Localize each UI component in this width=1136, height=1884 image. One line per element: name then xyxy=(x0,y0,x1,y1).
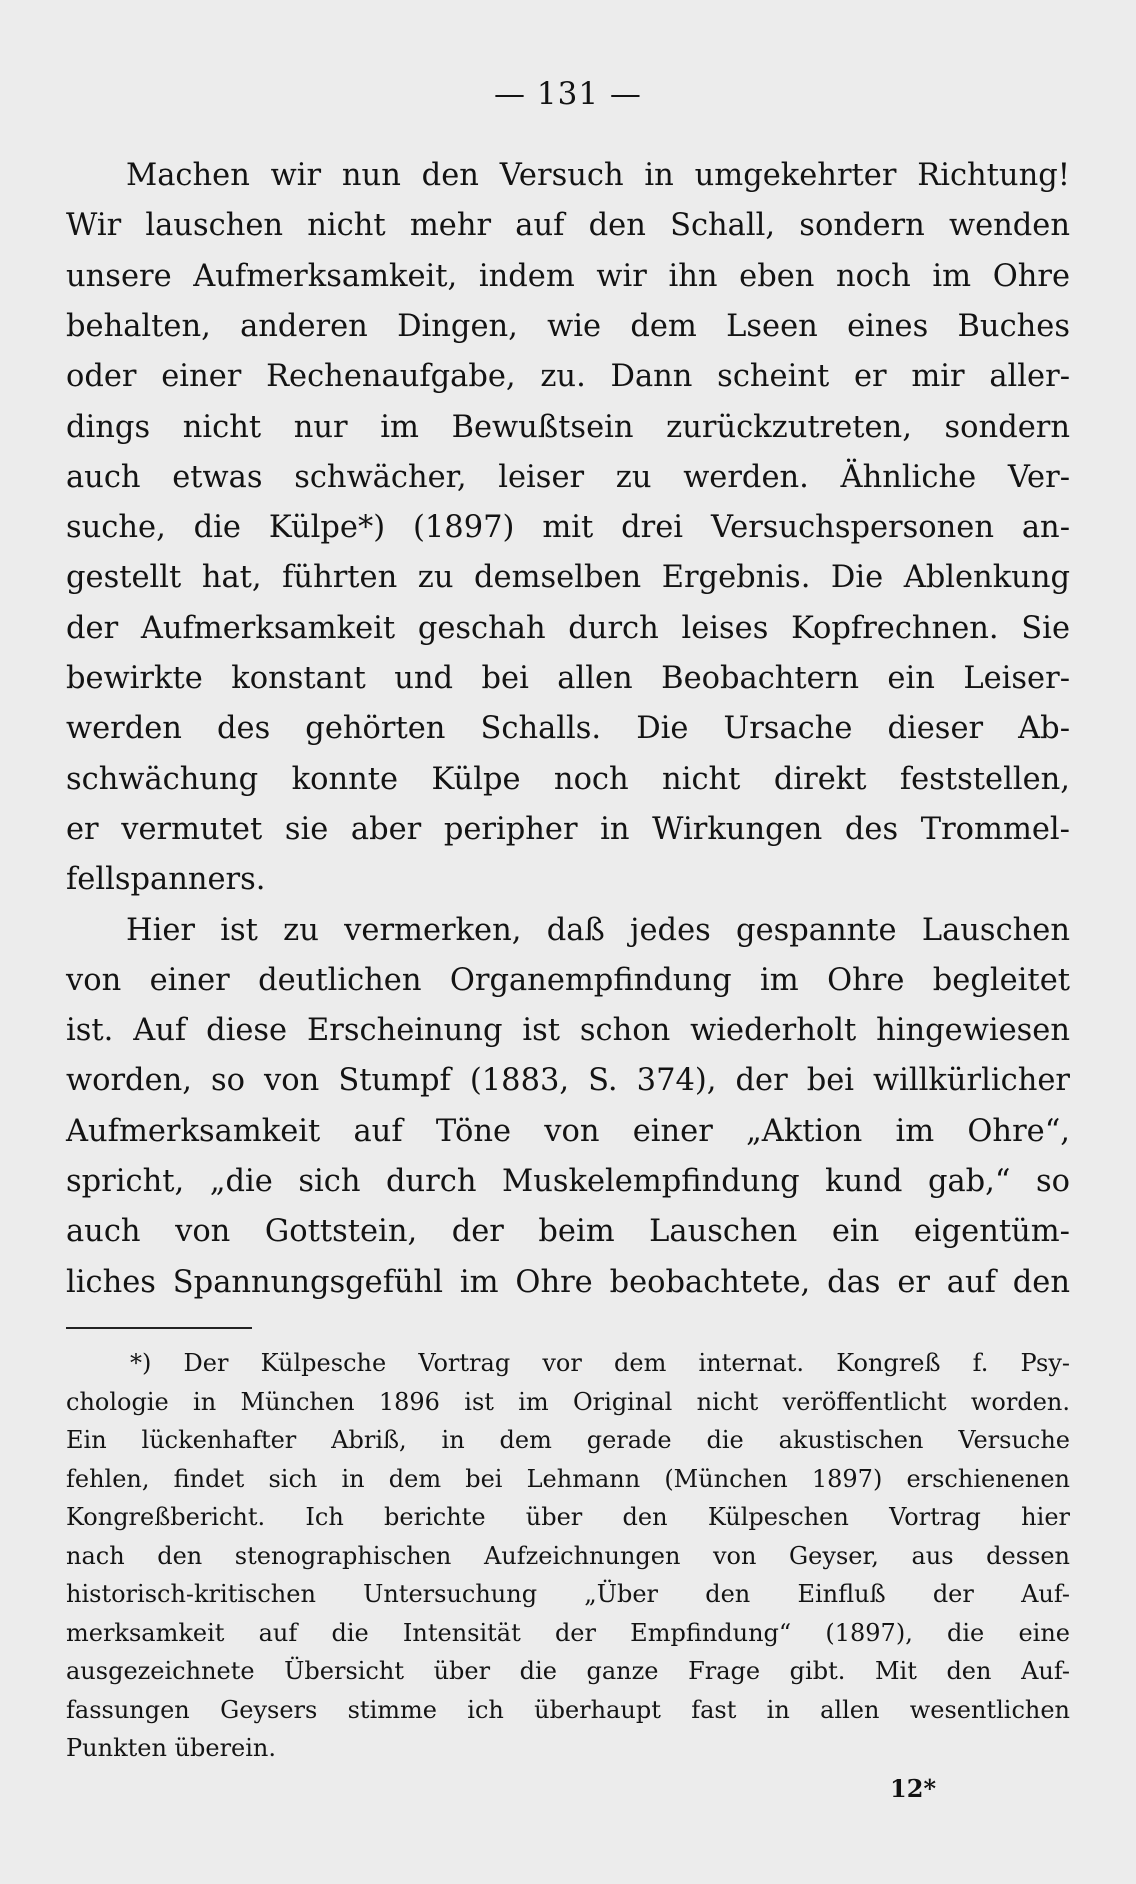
text-line: Hier ist zu vermerken, daß jedes gespannte Lauschen xyxy=(126,912,1070,948)
footnote-line: *) Der Külpesche Vortrag vor dem internat. Kongreß f. Psy- xyxy=(130,1349,1070,1377)
text-line: auch von Gottstein, der beim Lauschen ein eigentüm- xyxy=(66,1214,1070,1250)
text-line: Machen wir nun den Versuch in umgekehrter Richtung! xyxy=(126,158,1070,193)
text-line: suche, die Külpe*) (1897) mit drei Versuchspersonen an- xyxy=(66,510,1070,546)
text-line: Aufmerksamkeit auf Töne von einer „Aktion im Ohre“, xyxy=(66,1113,1070,1149)
text-line: werden des gehörten Schalls. Die Ursache dieser Ab- xyxy=(66,711,1070,747)
text-line: von einer deutlichen Organempfindung im Ohre begleitet xyxy=(66,962,1070,998)
page-number: — 131 — xyxy=(494,76,642,112)
text-line: auch etwas schwächer, leiser zu werden. Ähnliche Ver- xyxy=(66,459,1070,495)
text-line: worden, so von Stumpf (1883, S. 374), der bei willkürlicher xyxy=(66,1063,1070,1099)
text-line: er vermutet sie aber peripher in Wirkungen des Trommel- xyxy=(66,811,1070,847)
text-line: ist. Auf diese Erscheinung ist schon wiederholt hingewiesen xyxy=(66,1013,1070,1049)
text-line: der Aufmerksamkeit geschah durch leises Kopfrechnen. Sie xyxy=(66,610,1070,646)
text-line: behalten, anderen Dingen, wie dem Lseen eines Buches xyxy=(66,308,1070,344)
text-line: oder einer Rechenaufgabe, zu. Dann scheint er mir aller- xyxy=(66,359,1070,395)
text-line: spricht, „die sich durch Muskelempfindung kund gab,“ so xyxy=(66,1164,1070,1199)
footnote-line: fehlen, findet sich in dem bei Lehmann (München 1897) erschienenen xyxy=(66,1464,1070,1493)
footnote-line: merksamkeit auf die Intensität der Empfindung“ (1897), die eine xyxy=(66,1618,1070,1647)
text-line: schwächung konnte Külpe noch nicht direkt feststellen, xyxy=(66,761,1070,797)
text-line: unsere Aufmerksamkeit, indem wir ihn eben noch im Ohre xyxy=(66,258,1070,294)
footnote-line: fassungen Geysers stimme ich überhaupt fast in allen wesentlichen xyxy=(66,1695,1070,1724)
signature-mark: 12* xyxy=(890,1774,936,1803)
footnote-line: ausgezeichnete Übersicht über die ganze Frage gibt. Mit den Auf- xyxy=(66,1657,1070,1685)
text-line: dings nicht nur im Bewußtsein zurückzutreten, sondern xyxy=(66,409,1070,445)
footnote-line: Ein lückenhafter Abriß, in dem gerade die akustischen Versuche xyxy=(66,1426,1070,1454)
text-line: liches Spannungsgefühl im Ohre beobachtete, das er auf den xyxy=(66,1264,1070,1300)
footnote-line: chologie in München 1896 ist im Original nicht veröffentlicht worden. xyxy=(66,1387,1070,1416)
footnote-line: historisch-kritischen Untersuchung „Über den Einfluß der Auf- xyxy=(66,1580,1070,1608)
footnote-line: Kongreßbericht. Ich berichte über den Külpeschen Vortrag hier xyxy=(66,1503,1070,1531)
footnote-line: Punkten überein. xyxy=(66,1734,276,1762)
footnote-line: nach den stenographischen Aufzeichnungen von Geyser, aus dessen xyxy=(66,1541,1070,1570)
text-line: bewirkte konstant und bei allen Beobachtern ein Leiser- xyxy=(66,661,1070,696)
text-line: fellspanners. xyxy=(66,862,266,898)
text-line: gestellt hat, führten zu demselben Ergebnis. Die Ablenkung xyxy=(66,560,1070,596)
footnote-divider xyxy=(66,1327,252,1329)
text-line: Wir lauschen nicht mehr auf den Schall, sondern wenden xyxy=(66,208,1070,244)
